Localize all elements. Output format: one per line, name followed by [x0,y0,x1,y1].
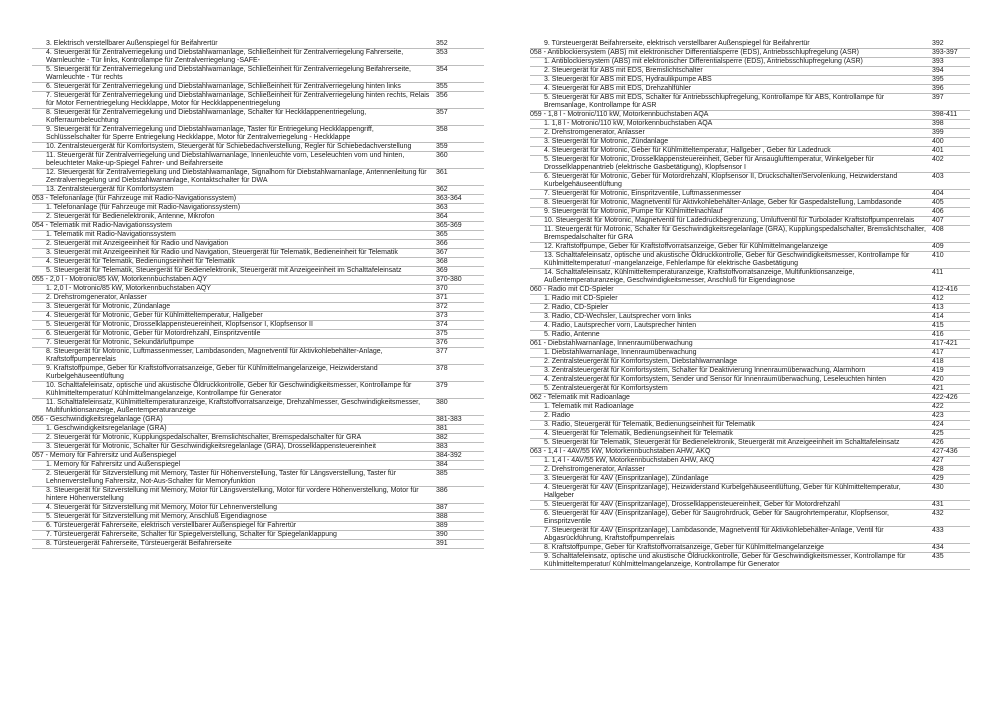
index-entry [530,376,970,385]
entry-page-number: 418 [932,358,944,365]
index-entry [32,425,484,434]
entry-title: 4. Steuergerät für ABS mit EDS, Drehzahlfühler [544,85,692,92]
entry-title: 1. Antiblockiersystem (ABS) mit elektronischer Differentialsperre (EDS), Antriebsschlupfregelung (ASR) [544,58,863,65]
entry-page-number: 398-411 [932,111,958,118]
right-index-column [530,40,970,570]
index-entry [530,475,970,484]
index-entry [32,513,484,522]
index-entry [32,470,484,487]
index-entry [32,294,484,303]
entry-title: 5. Steuergerät für Zentralverriegelung und Diebstahlwarnanlage, Schließeinheit für Zentralverriegelung Beifahrerseite, Warnleuchte - Tür rechts [46,66,413,81]
entry-title: 9. Schalttafeleinsatz, optische und akustische Öldruckkontrolle, Geber für Geschwindigkeitsmesser, Kontrollampe für Kühlmitteltemperatur/ Kühlmittelmangelanzeige, Kontrollampe für Generator [544,553,908,568]
entry-title: 3. Steuergerät für ABS mit EDS, Hydraulikpumpe ABS [544,76,712,83]
entry-page-number: 419 [932,367,944,374]
index-entry [32,303,484,312]
entry-title: 7. Türsteuergerät Fahrerseite, Schalter für Spiegelverstellung, Schalter für Spiegelanklappung [46,531,337,538]
entry-title: 058 - Antiblockiersystem (ABS) mit elektronischer Differentialsperre (EDS), Antriebsschlupfregelung (ASR) [530,49,859,56]
index-entry [32,348,484,365]
index-entry [530,269,970,286]
index-entry [530,295,970,304]
entry-title: 3. Radio, Steuergerät für Telematik, Bedienungseinheit für Telematik [544,421,756,428]
entry-title: 3. Elektrisch verstellbarer Außenspiegel für Beifahrertür [46,40,218,47]
index-entry [32,267,484,276]
entry-title: 1. 2,0 l - Motronic/85 kW, Motorkennbuchstaben AQY [46,285,211,292]
entry-page-number: 413 [932,304,944,311]
entry-title: 1. Diebstahlwarnanlage, Innenraumüberwachung [544,349,697,356]
entry-title: 9. Steuergerät für Motronic, Pumpe für Kühlmittelnachlauf [544,208,723,215]
entry-page-number: 389 [436,522,448,529]
entry-title: 6. Steuergerät für Motronic, Geber für Motordrehzahl, Klopfsensor II, Druckschalter/Servolenkung, Heizwiderstand Kurbelgehäuseentlüftung [544,173,900,188]
entry-title: 3. Steuergerät für Motronic, Zündanlage [46,303,171,310]
entry-title: 10. Zentralsteuergerät für Komfortsystem, Steuergerät für Schiebedachverstellung, Regler für Schiebedachverstellung [46,143,412,150]
entry-title: 4. Steuergerät für Zentralverriegelung und Diebstahlwarnanlage, Schließeinheit für Zentralverriegelung Fahrerseite, Warnleuchte - Tür links, Kontrollampe für Zentralverriegelung -SAFE- [46,49,406,64]
index-entry [530,412,970,421]
entry-page-number: 374 [436,321,448,328]
index-entry [530,421,970,430]
entry-title: 8. Steuergerät für Motronic, Magnetventil für Aktivkohlebehälter-Anlage, Geber für Gaspedalstellung, Lambdasonde [544,199,902,206]
entry-title: 3. Zentralsteuergerät für Komfortsystem, Schalter für Deaktivierung Innenraumüberwachung, Alarmhorn [544,367,866,374]
index-entry [32,285,484,294]
entry-page-number: 399 [932,129,944,136]
entry-title: 1. Telematik mit Radioanlage [544,403,634,410]
entry-title: 3. Steuergerät mit Anzeigeeinheit für Radio und Navigation, Steuergerät für Telematik, Bedieneinheit für Telematik [46,249,398,256]
entry-title: 10. Schalttafeleinsatz, optische und akustische Öldruckkontrolle, Geber für Geschwindigkeitsmesser, Kontrollampe für Kühlmitteltemperatur/ Kühlmittelmangelanzeige, Kontrollampe für Generator [46,382,414,397]
index-entry [530,304,970,313]
index-entry [32,382,484,399]
entry-page-number: 411 [932,269,944,276]
entry-page-number: 378 [436,365,448,372]
entry-page-number: 434 [932,544,944,551]
index-entry [32,213,484,222]
entry-page-number: 425 [932,430,944,437]
entry-page-number: 381-383 [436,416,462,423]
entry-title: 10. Steuergerät für Motronic, Magnetventil für Ladedruckbegrenzung, Umluftventil für Turbolader Kraftstoffpumpenrelais [544,217,915,224]
index-entry [530,501,970,510]
entry-title: 13. Schalttafeleinsatz, optische und akustische Öldruckkontrolle, Geber für Geschwindigkeitsmesser, Kontrollampe für Kühlmitteltemperatur/ -mangelanzeige, Fehlerlampe für elektrische Gasbetätigung [544,252,912,267]
entry-page-number: 391 [436,540,448,547]
entry-page-number: 410 [932,252,944,259]
entry-title: 7. Steuergerät für Motronic, Einspritzventile, Luftmassenmesser [544,190,742,197]
entry-title: 2. Drehstromgenerator, Anlasser [46,294,147,301]
index-entry [530,484,970,501]
index-entry [530,403,970,412]
index-entry [530,226,970,243]
index-entry [530,217,970,226]
entry-page-number: 383 [436,443,448,450]
entry-page-number: 365-369 [436,222,462,229]
index-entry [32,49,484,66]
index-entry [32,40,484,49]
entry-page-number: 422 [932,403,944,410]
entry-page-number: 417-421 [932,340,958,347]
index-entry [32,249,484,258]
entry-page-number: 412 [932,295,944,302]
entry-page-number: 362 [436,186,448,193]
entry-title: 061 - Diebstahlwarnanlage, Innenraumüberwachung [530,340,693,347]
index-entry [32,339,484,348]
entry-page-number: 396 [932,85,944,92]
index-entry [530,252,970,269]
entry-title: 8. Kraftstoffpumpe, Geber für Kraftstoffvorratsanzeige, Geber für Kühlmittelmangelanzeige [544,544,824,551]
entry-page-number: 406 [932,208,944,215]
entry-page-number: 398 [932,120,944,127]
entry-page-number: 373 [436,312,448,319]
entry-page-number: 412-416 [932,286,958,293]
entry-page-number: 393 [932,58,944,65]
index-entry [32,487,484,504]
entry-title: 5. Steuergerät für Telematik, Steuergerät für Bedienelektronik, Steuergerät mit Anzeigeeinheit im Schalttafeleinsatz [544,439,900,446]
index-entry [32,66,484,83]
index-section-heading [530,340,970,349]
index-entry [32,443,484,452]
entry-title: 5. Steuergerät für ABS mit EDS, Schalter für Antriebsschlupfregelung, Kontrollampe für ABS, Kontrollampe für Bremsanlage, Kontrollampe für ASR [544,94,887,109]
index-entry [530,243,970,252]
entry-page-number: 405 [932,199,944,206]
index-entry [32,83,484,92]
entry-page-number: 364 [436,213,448,220]
entry-page-number: 395 [932,76,944,83]
entry-page-number: 402 [932,156,944,163]
entry-page-number: 433 [932,527,944,534]
entry-page-number: 420 [932,376,944,383]
entry-title: 8. Steuergerät für Zentralverriegelung und Diebstahlwarnanlage, Schalter für Heckklappenentriegelung, Kofferraumbeleuchtung [46,109,369,124]
entry-page-number: 353 [436,49,448,56]
index-entry [32,461,484,470]
entry-title: 3. Steuergerät für Sitzverstellung mit Memory, Motor für Längsverstellung, Motor für vordere Höhenverstellung, Motor für hintere Höhenverstellung [46,487,421,502]
index-section-heading [530,448,970,457]
entry-page-number: 390 [436,531,448,538]
entry-page-number: 422-426 [932,394,958,401]
entry-title: 5. Steuergerät für Motronic, Drosselklappensteuereinheit, Klopfsensor I, Klopfsensor II [46,321,313,328]
index-entry [32,126,484,143]
entry-title: 2. Drehstromgenerator, Anlasser [544,129,645,136]
entry-title: 2. Steuergerät für Sitzverstellung mit Memory, Taster für Höhenverstellung, Taster für Längsverstellung, Taster für Lehnenverstellung Fahrersitz, Not-Aus-Schalter für Memoryfunktion [46,470,398,485]
index-entry [530,349,970,358]
entry-title: 055 - 2,0 l - Motronic/85 kW, Motorkennbuchstaben AQY [32,276,208,283]
index-entry [32,531,484,540]
entry-title: 8. Steuergerät für Motronic, Luftmassenmesser, Lambdasonden, Magnetventil für Aktivkohlebehälter-Anlage, Kraftstoffpumpenrelais [46,348,385,363]
entry-title: 14. Schalttafeleinsatz, Kühlmitteltemperaturanzeige, Kraftstoffvorratsanzeige, Multifunktionsanzeige, Außentemperaturanzeige, Geschwindigkeitsmesser, Anschluß für Eigendiagnose [544,269,856,284]
entry-page-number: 375 [436,330,448,337]
entry-page-number: 369 [436,267,448,274]
entry-title: 2. Steuergerät für Motronic, Kupplungspedalschalter, Bremslichtschalter, Bremspedalschalter für GRA [46,434,362,441]
entry-title: 11. Schalttafeleinsatz, Kühlmitteltemperaturanzeige, Kraftstoffvorratsanzeige, Drehzahlmesser, Geschwindigkeitsmesser, Multifunktionsanzeige, Außentemperaturanzeige [46,399,422,414]
entry-title: 7. Steuergerät für Motronic, Sekundärluftpumpe [46,339,194,346]
entry-title: 2. Steuergerät für Bedienelektronik, Antenne, Mikrofon [46,213,215,220]
index-entry [32,186,484,195]
index-entry [530,173,970,190]
index-entry [530,156,970,173]
index-section-heading [32,416,484,425]
entry-page-number: 403 [932,173,944,180]
entry-title: 3. Steuergerät für Motronic, Schalter für Geschwindigkeitsregelanlage (GRA), Drosselklappensteuereinheit [46,443,376,450]
index-section-heading [32,452,484,461]
entry-title: 4. Steuergerät für Sitzverstellung mit Memory, Motor für Lehnenverstellung [46,504,277,511]
entry-title: 3. Steuergerät für 4AV (Einspritzanlage), Zündanlage [544,475,709,482]
entry-page-number: 431 [932,501,944,508]
index-entry [32,240,484,249]
index-entry [530,40,970,49]
entry-page-number: 376 [436,339,448,346]
index-entry [530,199,970,208]
entry-title: 5. Steuergerät für 4AV (Einspritzanlage), Drosselklappensteuereinheit, Geber für Motordrehzahl [544,501,840,508]
entry-title: 053 - Telefonanlage (für Fahrzeuge mit Radio-Navigationssystem) [32,195,237,202]
entry-title: 5. Steuergerät für Sitzverstellung mit Memory, Anschluß Eigendiagnose [46,513,267,520]
index-entry [32,330,484,339]
entry-title: 13. Zentralsteuergerät für Komfortsystem [46,186,174,193]
entry-page-number: 427 [932,457,944,464]
index-entry [530,120,970,129]
entry-page-number: 387 [436,504,448,511]
index-entry [32,92,484,109]
index-entry [530,76,970,85]
entry-page-number: 404 [932,190,944,197]
index-entry [530,190,970,199]
index-section-heading [530,286,970,295]
entry-page-number: 393-397 [932,49,958,56]
index-entry [32,522,484,531]
index-entry [530,439,970,448]
index-entry [530,67,970,76]
entry-page-number: 426 [932,439,944,446]
index-entry [32,204,484,213]
entry-page-number: 366 [436,240,448,247]
entry-title: 1. 1,4 l - 4AV/55 kW, Motorkennbuchstaben AHW, AKQ [544,457,715,464]
index-entry [32,321,484,330]
index-entry [530,430,970,439]
entry-page-number: 392 [932,40,944,47]
index-entry [32,399,484,416]
index-entry [530,358,970,367]
entry-page-number: 429 [932,475,944,482]
entry-page-number: 408 [932,226,944,233]
entry-page-number: 394 [932,67,944,74]
entry-title: 1. 1,8 l - Motronic/110 kW, Motorkennbuchstaben AQA [544,120,713,127]
entry-title: 060 - Radio mit CD-Spieler [530,286,614,293]
entry-title: 9. Türsteuergerät Beifahrerseite, elektrisch verstellbarer Außenspiegel für Beifahrertür [544,40,810,47]
entry-title: 4. Zentralsteuergerät für Komfortsystem, Sender und Sensor für Innenraumüberwachung, Leseleuchten hinten [544,376,887,383]
entry-title: 1. Telematik mit Radio-Navigationssystem [46,231,176,238]
entry-title: 054 - Telematik mit Radio-Navigationssystem [32,222,172,229]
index-entry [32,504,484,513]
entry-title: 8. Türsteuergerät Fahrerseite, Türsteuergerät Beifahrerseite [46,540,232,547]
index-entry [32,540,484,549]
index-entry [530,385,970,394]
entry-page-number: 380 [436,399,448,406]
entry-title: 5. Steuergerät für Telematik, Steuergerät für Bedienelektronik, Steuergerät mit Anzeigeeinheit im Schalttafeleinsatz [46,267,402,274]
entry-page-number: 365 [436,231,448,238]
entry-page-number: 382 [436,434,448,441]
entry-page-number: 363 [436,204,448,211]
entry-title: 2. Radio [544,412,571,419]
index-section-heading [530,111,970,120]
entry-page-number: 354 [436,66,448,73]
index-section-heading [32,276,484,285]
index-entry [530,331,970,340]
entry-title: 063 - 1,4 l - 4AV/55 kW, Motorkennbuchstaben AHW, AKQ [530,448,711,455]
entry-title: 1. Telefonanlage (für Fahrzeuge mit Radio-Navigationssystem) [46,204,241,211]
entry-title: 5. Steuergerät für Motronic, Drosselklappensteuereinheit, Geber für Ansauglufttemperatur, Winkelgeber für Drosselklappenantrieb (elektrische Gasbetätigung), Klopfsensor I [544,156,876,171]
entry-page-number: 397 [932,94,944,101]
entry-page-number: 400 [932,138,944,145]
entry-page-number: 421 [932,385,944,392]
entry-title: 5. Radio, Antenne [544,331,600,338]
entry-title: 3. Steuergerät für Motronic, Zündanlage [544,138,669,145]
index-entry [530,138,970,147]
entry-title: 6. Steuergerät für 4AV (Einspritzanlage), Geber für Saugrohrdruck, Geber für Saugrohrtemperatur, Klopfsensor, Einspritzventile [544,510,891,525]
entry-title: 6. Türsteuergerät Fahrerseite, elektrisch verstellbarer Außenspiegel für Fahrertür [46,522,297,529]
entry-title: 4. Steuergerät für Motronic, Geber für Kühlmitteltemperatur, Hallgeber [46,312,263,319]
index-entry [32,109,484,126]
entry-title: 9. Steuergerät für Zentralverriegelung und Diebstahlwarnanlage, Taster für Entriegelung Heckklappengriff, Schlüsselschalter für Sperre Entriegelung Heckklappe, Motor für Zentralverriegelung - Heckklappe [46,126,376,141]
entry-page-number: 415 [932,322,944,329]
entry-page-number: 372 [436,303,448,310]
entry-page-number: 414 [932,313,944,320]
entry-page-number: 377 [436,348,448,355]
entry-title: 059 - 1,8 l - Motronic/110 kW, Motorkennbuchstaben AQA [530,111,709,118]
entry-title: 6. Steuergerät für Motronic, Geber für Motordrehzahl, Einspritzventile [46,330,261,337]
entry-page-number: 409 [932,243,944,250]
entry-page-number: 379 [436,382,448,389]
entry-page-number: 371 [436,294,448,301]
entry-page-number: 361 [436,169,448,176]
index-entry [530,553,970,570]
index-section-heading [530,394,970,403]
index-entry [530,85,970,94]
entry-title: 2. Zentralsteuergerät für Komfortsystem, Diebstahlwarnanlage [544,358,737,365]
index-entry [530,129,970,138]
index-entry [530,544,970,553]
entry-title: 2. Drehstromgenerator, Anlasser [544,466,645,473]
entry-page-number: 416 [932,331,944,338]
entry-page-number: 427-436 [932,448,958,455]
index-entry [530,313,970,322]
entry-page-number: 388 [436,513,448,520]
entry-page-number: 357 [436,109,448,116]
index-section-heading [530,49,970,58]
entry-title: 1. Geschwindigkeitsregelanlage (GRA) [46,425,167,432]
entry-title: 2. Steuergerät für ABS mit EDS, Bremslichtschalter [544,67,703,74]
index-entry [530,208,970,217]
entry-page-number: 417 [932,349,944,356]
index-section-heading [32,195,484,204]
entry-page-number: 430 [932,484,944,491]
entry-page-number: 435 [932,553,944,560]
entry-title: 3. Radio, CD-Wechsler, Lautsprecher vorn links [544,313,692,320]
index-entry [32,365,484,382]
entry-title: 2. Radio, CD-Spieler [544,304,609,311]
entry-page-number: 381 [436,425,448,432]
entry-title: 12. Kraftstoffpumpe, Geber für Kraftstoffvorratsanzeige, Geber für Kühlmittelmangelanzeige [544,243,828,250]
index-entry [530,457,970,466]
entry-page-number: 367 [436,249,448,256]
entry-page-number: 428 [932,466,944,473]
index-entry [530,466,970,475]
entry-page-number: 368 [436,258,448,265]
entry-title: 056 - Geschwindigkeitsregelanlage (GRA) [32,416,163,423]
entry-title: 2. Steuergerät mit Anzeigeeinheit für Radio und Navigation [46,240,229,247]
entry-title: 9. Kraftstoffpumpe, Geber für Kraftstoffvorratsanzeige, Geber für Kühlmittelmangelanzeige, Heizwiderstand Kurbelgehäuseentlüftung [46,365,380,380]
index-entry [32,231,484,240]
entry-page-number: 401 [932,147,944,154]
entry-page-number: 423 [932,412,944,419]
entry-page-number: 370-380 [436,276,462,283]
entry-page-number: 360 [436,152,448,159]
entry-page-number: 407 [932,217,944,224]
entry-page-number: 355 [436,83,448,90]
index-entry [32,312,484,321]
entry-title: 062 - Telematik mit Radioanlage [530,394,630,401]
entry-page-number: 356 [436,92,448,99]
entry-title: 12. Steuergerät für Zentralverriegelung und Diebstahlwarnanlage, Signalhorn für Diebstahlwarnanlage, Antennenleitung für Zentralverriegelung und Diebstahlwarnanlage, Kontaktschalter für DWA [46,169,429,184]
entry-page-number: 432 [932,510,944,517]
entry-title: 11. Steuergerät für Motronic, Schalter für Geschwindigkeitsregelanlage (GRA), Kupplungspedalschalter, Bremslichtschalter, Bremspedalschalter für GRA [544,226,928,241]
index-entry [32,152,484,169]
entry-title: 1. Memory für Fahrersitz und Außenspiegel [46,461,181,468]
entry-title: 11. Steuergerät für Zentralverriegelung und Diebstahlwarnanlage, Innenleuchte vorn, Leseleuchten vorn und hinten, beleuchteter Make-up-Spiegel Fahrer- und Beifahrerseite [46,152,407,167]
index-entry [530,58,970,67]
index-entry [32,143,484,152]
entry-title: 5. Zentralsteuergerät für Komfortsystem [544,385,668,392]
index-entry [530,510,970,527]
entry-page-number: 384-392 [436,452,462,459]
entry-title: 4. Steuergerät für Telematik, Bedienungseinheit für Telematik [544,430,733,437]
index-entry [530,147,970,156]
index-entry [530,322,970,331]
index-entry [32,258,484,267]
entry-page-number: 363-364 [436,195,462,202]
entry-title: 6. Steuergerät für Zentralverriegelung und Diebstahlwarnanlage, Schließeinheit für Zentralverriegelung hinten links [46,83,401,90]
left-index-column [32,40,484,549]
entry-page-number: 424 [932,421,944,428]
entry-page-number: 352 [436,40,448,47]
entry-page-number: 370 [436,285,448,292]
index-entry [530,94,970,111]
index-entry [530,367,970,376]
entry-title: 057 - Memory für Fahrersitz und Außenspiegel [32,452,177,459]
entry-title: 4. Steuergerät für Motronic, Geber für Kühlmitteltemperatur, Hallgeber , Geber für Ladedruck [544,147,831,154]
entry-page-number: 385 [436,470,448,477]
entry-title: 7. Steuergerät für Zentralverriegelung und Diebstahlwarnanlage, Schließeinheit für Zentralverriegelung hinten rechts, Relais für Motor Fernentriegelung Heckklappe, Motor für Heckklappenentriegelung [46,92,432,107]
entry-title: 7. Steuergerät für 4AV (Einspritzanlage), Lambdasonde, Magnetventil für Aktivkohlebehälter-Anlage, Ventil für Abgasrückführung, Kraftstoffpumpenrelais [544,527,886,542]
index-entry [32,169,484,186]
entry-page-number: 359 [436,143,448,150]
entry-page-number: 358 [436,126,448,133]
index-entry [530,527,970,544]
entry-title: 4. Radio, Lautsprecher vorn, Lautsprecher hinten [544,322,697,329]
entry-title: 1. Radio mit CD-Spieler [544,295,618,302]
entry-title: 4. Steuergerät für 4AV (Einspritzanlage), Heizwiderstand Kurbelgehäuseentlüftung, Geber für Kühlmitteltemperatur, Hallgeber [544,484,903,499]
entry-page-number: 386 [436,487,448,494]
index-section-heading [32,222,484,231]
index-entry [32,434,484,443]
entry-page-number: 384 [436,461,448,468]
entry-title: 4. Steuergerät für Telematik, Bedienungseinheit für Telematik [46,258,235,265]
